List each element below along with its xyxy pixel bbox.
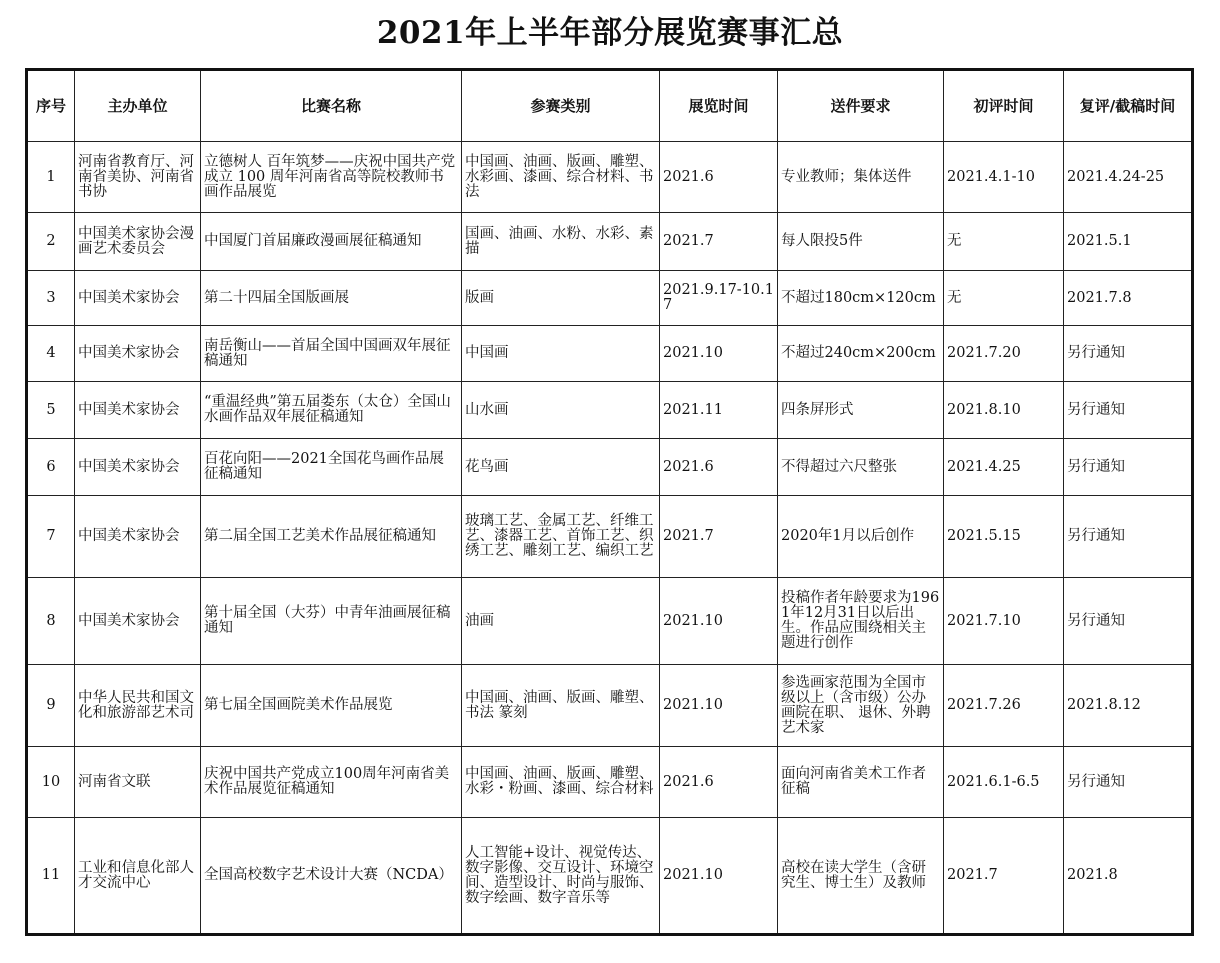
cell-name: 第十届全国（大芬）中青年油画展征稿通知 [201,578,462,665]
cell-category: 中国画、油画、版画、雕塑、水彩・粉画、漆画、综合材料 [462,747,660,818]
cell-host: 中国美术家协会 [75,496,201,578]
cell-category: 山水画 [462,382,660,439]
cell-exhibit: 2021.7 [660,496,778,578]
cell-exhibit: 2021.6 [660,747,778,818]
header-name: 比赛名称 [201,70,462,142]
cell-name: 百花向阳——2021全国花鸟画作品展征稿通知 [201,439,462,496]
cell-name: 南岳衡山——首届全国中国画双年展征稿通知 [201,326,462,382]
cell-category: 中国画、油画、版画、雕塑、水彩画、漆画、综合材料、书法 [462,142,660,213]
cell-final-review: 2021.7.8 [1064,271,1193,326]
cell-first-review: 2021.6.1-6.5 [944,747,1064,818]
cell-host: 河南省文联 [75,747,201,818]
cell-final-review: 2021.8.12 [1064,665,1193,747]
cell-category: 花鸟画 [462,439,660,496]
cell-name: “重温经典”第五届娄东（太仓）全国山水画作品双年展征稿通知 [201,382,462,439]
cell-exhibit: 2021.10 [660,665,778,747]
cell-exhibit: 2021.7 [660,213,778,271]
cell-category: 中国画、油画、版画、雕塑、书法 篆刻 [462,665,660,747]
cell-requirement: 不超过180cm×120cm [778,271,944,326]
cell-name: 第二十四届全国版画展 [201,271,462,326]
table-row [27,142,1193,213]
header-host: 主办单位 [75,70,201,142]
cell-host: 河南省教育厅、河南省美协、河南省书协 [75,142,201,213]
cell-category: 油画 [462,578,660,665]
table-row [27,326,1193,382]
table-row [27,439,1193,496]
cell-final-review: 另行通知 [1064,326,1193,382]
cell-exhibit: 2021.10 [660,326,778,382]
cell-final-review: 2021.8 [1064,818,1193,935]
cell-first-review: 2021.7.26 [944,665,1064,747]
cell-exhibit: 2021.6 [660,439,778,496]
cell-host: 工业和信息化部人才交流中心 [75,818,201,935]
cell-exhibit: 2021.10 [660,578,778,665]
cell-final-review: 2021.5.1 [1064,213,1193,271]
cell-host: 中华人民共和国文化和旅游部艺术司 [75,665,201,747]
cell-first-review: 无 [944,213,1064,271]
cell-no: 10 [27,747,75,818]
cell-requirement: 不得超过六尺整张 [778,439,944,496]
table-row [27,818,1193,935]
table-row [27,271,1193,326]
cell-category: 中国画 [462,326,660,382]
cell-exhibit: 2021.6 [660,142,778,213]
header-requirement: 送件要求 [778,70,944,142]
cell-name: 第七届全国画院美术作品展览 [201,665,462,747]
cell-first-review: 2021.4.25 [944,439,1064,496]
cell-host: 中国美术家协会 [75,382,201,439]
events-table [25,68,1194,936]
cell-host: 中国美术家协会 [75,578,201,665]
cell-first-review: 2021.8.10 [944,382,1064,439]
cell-final-review: 另行通知 [1064,747,1193,818]
header-category: 参赛类别 [462,70,660,142]
cell-name: 全国高校数字艺术设计大赛（NCDA） [201,818,462,935]
header-first-review: 初评时间 [944,70,1064,142]
cell-requirement: 专业教师；集体送件 [778,142,944,213]
cell-category: 版画 [462,271,660,326]
table-row [27,382,1193,439]
cell-final-review: 2021.4.24-25 [1064,142,1193,213]
cell-requirement: 参选画家范围为全国市级以上（含市级）公办画院在职、 退休、外聘艺术家 [778,665,944,747]
cell-requirement: 高校在读大学生（含研究生、博士生）及教师 [778,818,944,935]
cell-host: 中国美术家协会 [75,271,201,326]
cell-exhibit: 2021.10 [660,818,778,935]
cell-no: 11 [27,818,75,935]
cell-first-review: 无 [944,271,1064,326]
cell-requirement: 投稿作者年龄要求为1961年12月31日以后出生。作品应围绕相关主题进行创作 [778,578,944,665]
cell-name: 庆祝中国共产党成立100周年河南省美术作品展览征稿通知 [201,747,462,818]
cell-host: 中国美术家协会 [75,326,201,382]
cell-no: 9 [27,665,75,747]
cell-exhibit: 2021.11 [660,382,778,439]
cell-host: 中国美术家协会漫画艺术委员会 [75,213,201,271]
cell-name: 中国厦门首届廉政漫画展征稿通知 [201,213,462,271]
header-row [27,70,1193,142]
cell-category: 国画、油画、水粉、水彩、素描 [462,213,660,271]
table-row [27,665,1193,747]
table-row [27,213,1193,271]
cell-final-review: 另行通知 [1064,382,1193,439]
cell-no: 1 [27,142,75,213]
cell-no: 7 [27,496,75,578]
cell-final-review: 另行通知 [1064,496,1193,578]
table-row [27,578,1193,665]
cell-first-review: 2021.5.15 [944,496,1064,578]
cell-requirement: 四条屏形式 [778,382,944,439]
cell-final-review: 另行通知 [1064,578,1193,665]
cell-no: 3 [27,271,75,326]
cell-final-review: 另行通知 [1064,439,1193,496]
page-title: 2021年上半年部分展览赛事汇总 [376,15,844,51]
cell-requirement: 面向河南省美术工作者征稿 [778,747,944,818]
cell-no: 6 [27,439,75,496]
cell-first-review: 2021.7.20 [944,326,1064,382]
cell-host: 中国美术家协会 [75,439,201,496]
cell-no: 5 [27,382,75,439]
cell-requirement: 不超过240cm×200cm [778,326,944,382]
cell-name: 立德树人 百年筑梦——庆祝中国共产党成立 100 周年河南省高等院校教师书画作品展览 [201,142,462,213]
cell-requirement: 2020年1月以后创作 [778,496,944,578]
cell-no: 8 [27,578,75,665]
header-exhibit: 展览时间 [660,70,778,142]
cell-no: 2 [27,213,75,271]
table-row [27,496,1193,578]
cell-first-review: 2021.4.1-10 [944,142,1064,213]
cell-requirement: 每人限投5件 [778,213,944,271]
header-final-review: 复评/截稿时间 [1064,70,1193,142]
cell-category: 玻璃工艺、金属工艺、纤维工艺、漆器工艺、首饰工艺、织绣工艺、雕刻工艺、编织工艺 [462,496,660,578]
cell-first-review: 2021.7 [944,818,1064,935]
cell-category: 人工智能+设计、视觉传达、数字影像、交互设计、环境空间、造型设计、时尚与服饰、数字绘画、数字音乐等 [462,818,660,935]
cell-no: 4 [27,326,75,382]
header-no: 序号 [27,70,75,142]
cell-name: 第二届全国工艺美术作品展征稿通知 [201,496,462,578]
table-row [27,747,1193,818]
cell-first-review: 2021.7.10 [944,578,1064,665]
cell-exhibit: 2021.9.17-10.17 [660,271,778,326]
